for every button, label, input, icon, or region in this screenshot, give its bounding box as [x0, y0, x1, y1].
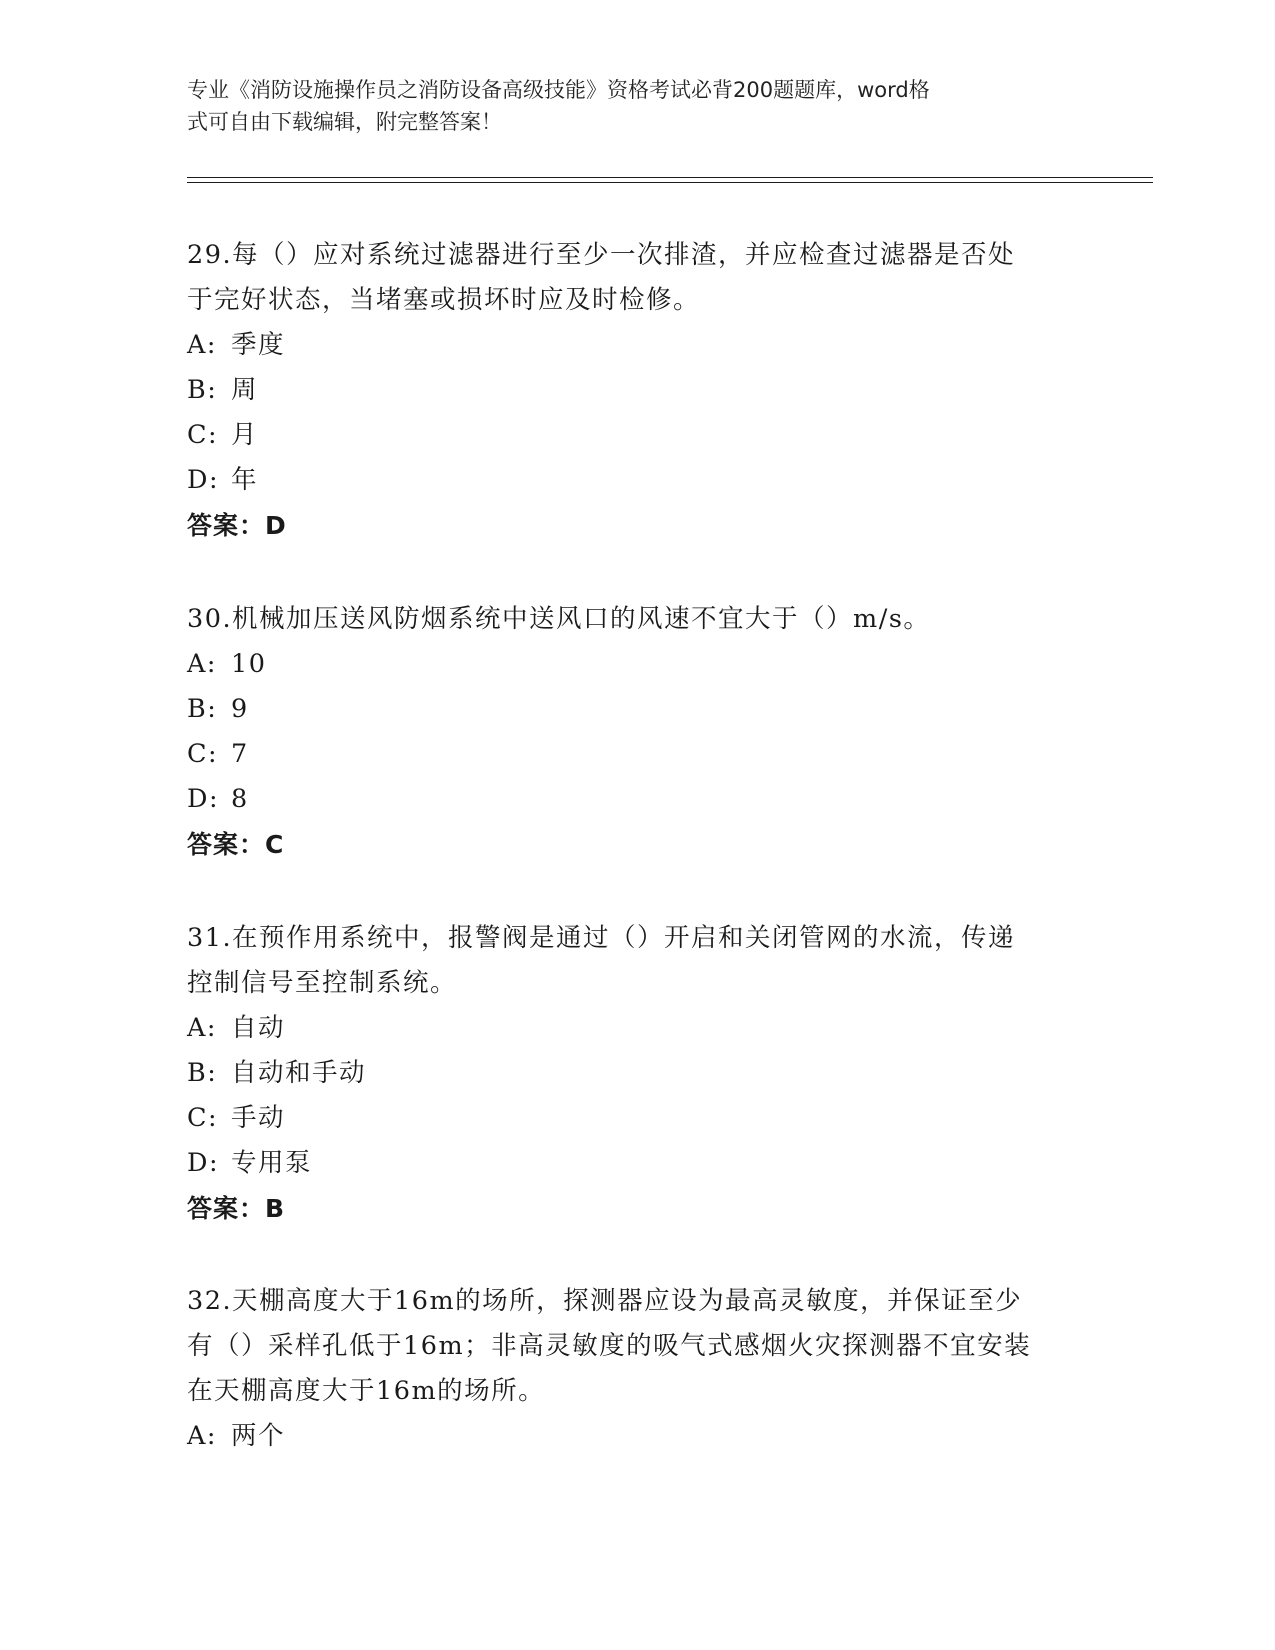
question-31 [187, 916, 1087, 1231]
option-letter: B: [187, 694, 218, 724]
option-text: 年 [231, 465, 259, 495]
option-text: 10 [231, 649, 267, 679]
option-a [187, 1414, 1087, 1459]
option-text: 8 [231, 784, 249, 814]
question-29 [187, 233, 1087, 548]
question-text: 在天棚高度大于16m的场所。 [187, 1376, 546, 1406]
option-letter: C: [187, 739, 219, 769]
answer-label: 答案：D [187, 511, 287, 540]
option-text: 两个 [231, 1421, 286, 1451]
option-text: 季度 [231, 330, 286, 360]
option-letter: C: [187, 420, 219, 450]
option-text: 自动和手动 [231, 1058, 367, 1088]
question-text: 有（）采样孔低于16m；非高灵敏度的吸气式感烟火灾探测器不宜安装 [187, 1331, 1032, 1361]
question-text: 控制信号至控制系统。 [187, 968, 458, 998]
option-a [187, 1006, 1087, 1051]
header-line: 专业《消防设施操作员之消防设备高级技能》资格考试必背200题题库，word格 [187, 78, 930, 102]
option-letter: D: [187, 784, 220, 814]
option-text: 周 [231, 375, 259, 405]
question-text: 29.每（）应对系统过滤器进行至少一次排渣，并应检查过滤器是否处 [187, 240, 1016, 270]
document-header [187, 74, 1067, 138]
option-letter: A: [187, 330, 218, 360]
header-divider [187, 182, 1153, 183]
answer-label: 答案：C [187, 830, 285, 859]
question-30 [187, 597, 1087, 867]
option-c [187, 732, 1087, 777]
question-text: 32.天棚高度大于16m的场所，探测器应设为最高灵敏度，并保证至少 [187, 1286, 1023, 1316]
question-text: 于完好状态，当堵塞或损坏时应及时检修。 [187, 285, 701, 315]
option-text: 9 [231, 694, 249, 724]
header-divider [187, 177, 1153, 178]
question-text: 31.在预作用系统中，报警阀是通过（）开启和关闭管网的水流，传递 [187, 923, 1016, 953]
option-a [187, 642, 1087, 687]
option-d [187, 777, 1087, 822]
option-letter: D: [187, 465, 220, 495]
option-letter: C: [187, 1103, 219, 1133]
option-letter: B: [187, 1058, 218, 1088]
option-text: 手动 [231, 1103, 286, 1133]
question-text: 30.机械加压送风防烟系统中送风口的风速不宜大于（）m/s。 [187, 604, 931, 634]
option-letter: B: [187, 375, 218, 405]
option-b [187, 368, 1087, 413]
option-letter: A: [187, 1013, 218, 1043]
option-letter: A: [187, 649, 218, 679]
option-b [187, 1051, 1087, 1096]
option-letter: D: [187, 1148, 220, 1178]
answer-label: 答案：B [187, 1194, 286, 1223]
option-c [187, 1096, 1087, 1141]
question-32 [187, 1279, 1087, 1459]
option-letter: A: [187, 1421, 218, 1451]
option-text: 7 [231, 739, 249, 769]
option-b [187, 687, 1087, 732]
option-a [187, 323, 1087, 368]
option-text: 自动 [231, 1013, 286, 1043]
option-text: 月 [231, 420, 259, 450]
option-c [187, 413, 1087, 458]
header-line: 式可自由下载编辑，附完整答案！ [187, 110, 502, 134]
option-d [187, 1141, 1087, 1186]
option-d [187, 458, 1087, 503]
option-text: 专用泵 [231, 1148, 313, 1178]
